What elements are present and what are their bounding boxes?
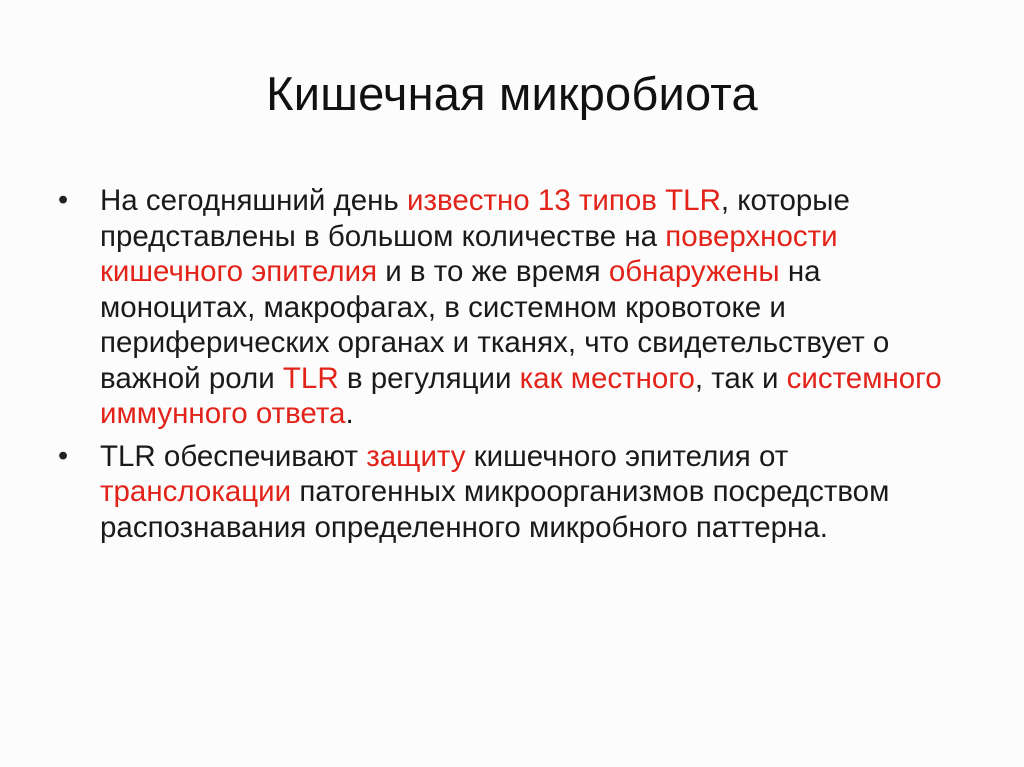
- bullet-list: [58, 183, 958, 552]
- text-segment: TLR обеспечивают: [100, 439, 367, 473]
- slide-title: Кишечная микробиота: [266, 67, 758, 120]
- text-segment: , которые представлены в большом количестве на: [100, 184, 850, 253]
- highlight-segment: системного иммунного ответа: [100, 361, 942, 430]
- bullet-text: [100, 183, 958, 432]
- text-segment: кишечного эпителия от: [465, 439, 789, 473]
- text-segment: на моноцитах, макрофагах, в системном кровотоке и периферических органах и тканях, что свидетельствует о важной роли: [100, 255, 890, 395]
- highlight-segment: как местного: [519, 361, 695, 395]
- text-segment: , так и: [694, 361, 787, 395]
- highlight-segment: транслокации: [100, 475, 292, 508]
- text-segment: и в то же время: [377, 255, 609, 288]
- highlight-segment: обнаружены: [608, 255, 780, 288]
- text-segment: в регуляции: [338, 361, 520, 395]
- text-segment: На сегодняшний день: [100, 184, 407, 217]
- highlight-segment: известно 13 типов TLR: [407, 184, 721, 217]
- highlight-segment: поверхности кишечного эпителия: [100, 219, 838, 288]
- bullet-marker: •: [58, 184, 69, 216]
- highlight-segment: TLR: [282, 361, 339, 395]
- bullet-item: [58, 439, 958, 546]
- text-segment: патогенных микроорганизмов посредством распознавания определенного микробного паттерна.: [100, 475, 890, 544]
- highlight-segment: защиту: [366, 439, 466, 473]
- bullet-text: [100, 439, 958, 546]
- text-segment: .: [345, 397, 354, 430]
- bullet-item: [58, 183, 958, 432]
- bullet-marker: •: [58, 439, 69, 472]
